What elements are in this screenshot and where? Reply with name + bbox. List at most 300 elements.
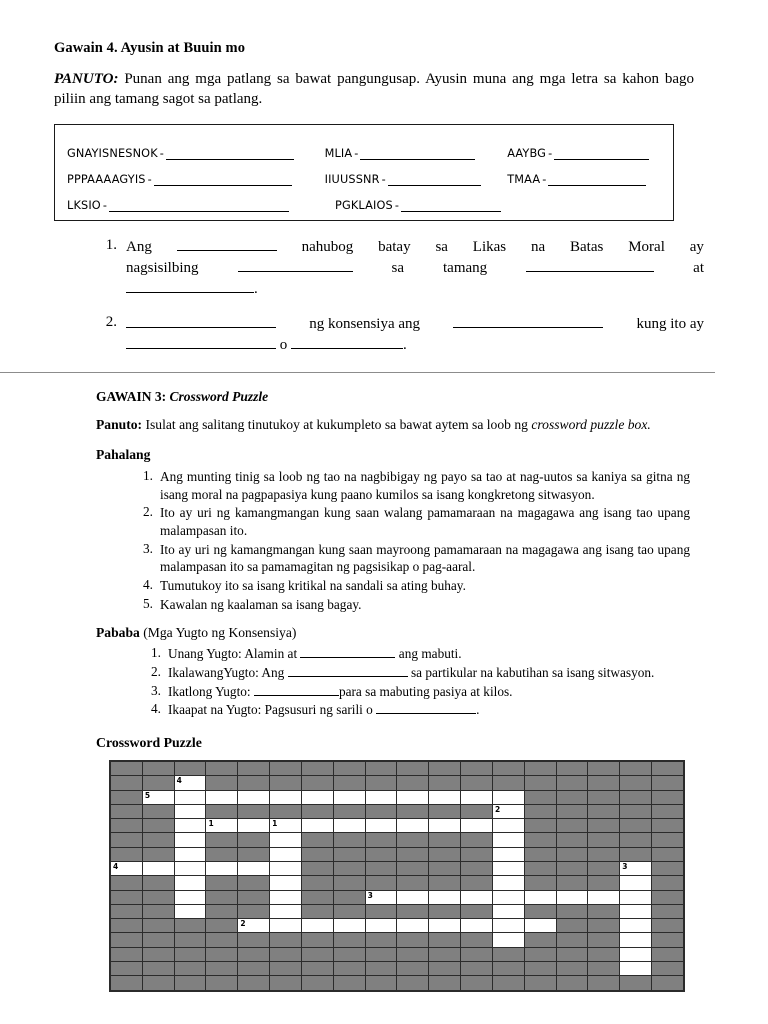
crossword-cell-open[interactable]: [620, 962, 652, 976]
crossword-cell-open[interactable]: [333, 819, 365, 833]
clue-item: [148, 664, 693, 682]
crossword-cell-blocked: [206, 761, 238, 775]
crossword-cell-open[interactable]: [620, 919, 652, 933]
clue-item: [138, 577, 698, 595]
crossword-cell-blocked: [238, 962, 270, 976]
crossword-cell-blocked: [206, 804, 238, 818]
crossword-cell-open[interactable]: [174, 819, 206, 833]
scramble-word: IIUUSSNR: [324, 172, 380, 186]
crossword-cell-blocked: [397, 876, 429, 890]
crossword-cell-number: 5: [144, 790, 151, 800]
crossword-cell-blocked: [524, 933, 556, 947]
crossword-cell-blocked: [333, 761, 365, 775]
scramble-dash: -: [394, 198, 399, 212]
crossword-cell-blocked: [652, 904, 684, 918]
crossword-cell-open[interactable]: [174, 904, 206, 918]
crossword-cell-open[interactable]: [270, 861, 302, 875]
crossword-cell-blocked: [556, 933, 588, 947]
crossword-cell-blocked: [524, 761, 556, 775]
answer-blank[interactable]: [238, 259, 353, 272]
crossword-cell-blocked: [397, 933, 429, 947]
crossword-cell-blocked: [429, 976, 461, 990]
crossword-cell-open[interactable]: [429, 890, 461, 904]
crossword-cell-open[interactable]: [238, 861, 270, 875]
crossword-row: [111, 904, 684, 918]
sentence-word: at: [693, 260, 704, 277]
crossword-cell-blocked: [588, 904, 620, 918]
crossword-cell-blocked: [652, 790, 684, 804]
crossword-cell-open[interactable]: [397, 790, 429, 804]
crossword-cell-blocked: [429, 761, 461, 775]
clue-text: [168, 701, 683, 719]
crossword-cell-blocked: [238, 904, 270, 918]
crossword-cell-blocked: [429, 861, 461, 875]
crossword-cell-open[interactable]: [461, 819, 493, 833]
crossword-cell-open[interactable]: [461, 790, 493, 804]
gawain3-panuto-label: Panuto:: [96, 417, 143, 433]
clue-text-pre: Ikaapat na Yugto: Pagsusuri ng sarili o: [168, 702, 373, 718]
crossword-cell-open[interactable]: [524, 890, 556, 904]
answer-blank[interactable]: [300, 645, 395, 658]
crossword-cell-open[interactable]: [333, 790, 365, 804]
sentence-word: kung ito ay: [636, 315, 704, 332]
crossword-row: [111, 933, 684, 947]
crossword-cell-blocked: [111, 790, 143, 804]
answer-blank[interactable]: [453, 315, 603, 328]
clue-number: 1.: [151, 645, 161, 661]
crossword-cell-blocked: [524, 962, 556, 976]
crossword-cell-blocked: [556, 919, 588, 933]
crossword-cell-blocked: [365, 947, 397, 961]
crossword-cell-blocked: [142, 761, 174, 775]
sentence-word: Batas: [570, 238, 604, 255]
crossword-cell-open[interactable]: [301, 919, 333, 933]
crossword-cell-open[interactable]: [620, 876, 652, 890]
crossword-cell-blocked: [206, 976, 238, 990]
crossword-cell-blocked: [429, 962, 461, 976]
crossword-cell-blocked: [270, 776, 302, 790]
crossword-cell-blocked: [238, 890, 270, 904]
crossword-cell-blocked: [492, 761, 524, 775]
crossword-cell-blocked: [524, 876, 556, 890]
answer-blank[interactable]: [126, 280, 254, 293]
crossword-cell-blocked: [365, 904, 397, 918]
crossword-cell-blocked: [397, 947, 429, 961]
clue-text: Ito ay uri ng kamangmangan kung saan walang pamamaraan na magagawa ang isang tao upang malampasan ito.: [160, 505, 690, 538]
crossword-cell-blocked: [206, 962, 238, 976]
answer-blank[interactable]: [291, 336, 403, 349]
crossword-cell-open[interactable]: [301, 819, 333, 833]
crossword-cell-blocked: [301, 861, 333, 875]
crossword-cell-blocked: [111, 890, 143, 904]
crossword-cell-blocked: [556, 947, 588, 961]
crossword-cell-blocked: [492, 962, 524, 976]
crossword-cell-blocked: [206, 776, 238, 790]
crossword-cell-blocked: [652, 861, 684, 875]
crossword-cell-open[interactable]: [492, 890, 524, 904]
crossword-cell-blocked: [111, 819, 143, 833]
crossword-cell-number: 4: [176, 776, 182, 786]
crossword-cell-open[interactable]: [270, 876, 302, 890]
crossword-cell-blocked: [333, 861, 365, 875]
crossword-row: [111, 976, 684, 990]
sentence-word: Moral: [628, 238, 665, 255]
crossword-cell-open[interactable]: [206, 819, 238, 833]
crossword-cell-open[interactable]: [174, 847, 206, 861]
crossword-cell-open[interactable]: [429, 819, 461, 833]
crossword-cell-number: 3: [367, 890, 373, 900]
crossword-cell-blocked: [556, 761, 588, 775]
sentence-word: ay: [689, 238, 704, 255]
clue-text-post: sa partikular na kabutihan sa isang sitwasyon.: [410, 664, 655, 680]
crossword-cell-blocked: [142, 847, 174, 861]
crossword-cell-open[interactable]: [492, 919, 524, 933]
crossword-cell-open[interactable]: [301, 790, 333, 804]
crossword-cell-blocked: [588, 833, 620, 847]
crossword-cell-open[interactable]: [174, 776, 206, 790]
crossword-cell-blocked: [461, 776, 493, 790]
crossword-cell-blocked: [620, 819, 652, 833]
clue-text: Ang munting tinig sa loob ng tao na nagbibigay ng payo sa tao at nag-uutos sa kaniya sa gitna ng isang moral na pagpapasiya kung paano kumilos sa isang kongkretong sitwasyon.: [160, 468, 690, 502]
crossword-cell-open[interactable]: [174, 833, 206, 847]
crossword-cell-open[interactable]: [270, 790, 302, 804]
crossword-cell-open[interactable]: [333, 919, 365, 933]
sentence-word: Ang: [126, 238, 152, 255]
crossword-cell-open[interactable]: [556, 890, 588, 904]
crossword-cell-open[interactable]: [270, 833, 302, 847]
crossword-cell-blocked: [206, 933, 238, 947]
crossword-cell-open[interactable]: [492, 876, 524, 890]
crossword-cell-blocked: [461, 904, 493, 918]
crossword-cell-blocked: [588, 861, 620, 875]
crossword-cell-open[interactable]: [142, 861, 174, 875]
scramble-dash: -: [147, 172, 152, 186]
crossword-cell-open[interactable]: [492, 933, 524, 947]
crossword-cell-blocked: [301, 876, 333, 890]
crossword-cell-blocked: [397, 847, 429, 861]
crossword-row: [111, 819, 684, 833]
crossword-cell-open[interactable]: [238, 919, 270, 933]
gawain3-panuto-text: Isulat ang salitang tinutukoy at kukumpleto sa bawat aytem sa loob ng: [145, 417, 528, 433]
crossword-cell-open[interactable]: [397, 890, 429, 904]
crossword-cell-open[interactable]: [492, 790, 524, 804]
crossword-cell-open[interactable]: [270, 890, 302, 904]
scramble-word: LKSIO: [67, 198, 101, 212]
crossword-cell-open[interactable]: [270, 904, 302, 918]
crossword-cell-blocked: [301, 890, 333, 904]
section-divider: [0, 372, 715, 373]
clue-number: 3.: [143, 540, 153, 556]
scramble-answer-blank[interactable]: [548, 175, 646, 186]
crossword-cell-open[interactable]: [429, 919, 461, 933]
crossword-cell-blocked: [429, 804, 461, 818]
clue-number: 2.: [151, 663, 161, 679]
crossword-cell-open[interactable]: [270, 919, 302, 933]
crossword-cell-blocked: [111, 876, 143, 890]
crossword-cell-blocked: [461, 962, 493, 976]
crossword-cell-blocked: [174, 947, 206, 961]
clue-number: 3.: [151, 682, 161, 698]
clue-text: Tumutukoy ito sa isang kritikal na sandali sa ating buhay.: [160, 577, 466, 593]
clue-item: [138, 541, 698, 576]
crossword-row: [111, 761, 684, 775]
crossword-cell-open[interactable]: [174, 876, 206, 890]
sentence-body: [126, 314, 704, 357]
clue-text: [168, 683, 683, 701]
crossword-cell-open[interactable]: [174, 790, 206, 804]
crossword-cell-blocked: [397, 962, 429, 976]
crossword-cell-blocked: [556, 790, 588, 804]
crossword-cell-blocked: [397, 861, 429, 875]
crossword-cell-open[interactable]: [588, 890, 620, 904]
scramble-answer-blank[interactable]: [388, 175, 481, 186]
crossword-cell-blocked: [652, 847, 684, 861]
crossword-cell-blocked: [588, 919, 620, 933]
sentence-line: [126, 335, 704, 356]
sentence-word: sa: [435, 238, 448, 255]
clue-text-pre: Ikatlong Yugto:: [168, 683, 251, 699]
crossword-cell-blocked: [301, 833, 333, 847]
crossword-cell-blocked: [206, 847, 238, 861]
crossword-cell-open[interactable]: [206, 861, 238, 875]
crossword-cell-blocked: [429, 776, 461, 790]
crossword-cell-blocked: [524, 819, 556, 833]
crossword-cell-open[interactable]: [620, 890, 652, 904]
crossword-cell-blocked: [111, 933, 143, 947]
crossword-cell-blocked: [301, 947, 333, 961]
clue-text: [168, 664, 683, 682]
crossword-row: [111, 847, 684, 861]
crossword-cell-blocked: [206, 833, 238, 847]
crossword-cell-open[interactable]: [492, 847, 524, 861]
crossword-cell-open[interactable]: [365, 819, 397, 833]
crossword-cell-blocked: [524, 847, 556, 861]
crossword-cell-blocked: [588, 790, 620, 804]
crossword-cell-open[interactable]: [174, 804, 206, 818]
crossword-cell-blocked: [333, 833, 365, 847]
crossword-cell-open[interactable]: [429, 790, 461, 804]
crossword-cell-blocked: [174, 962, 206, 976]
crossword-cell-blocked: [270, 976, 302, 990]
clue-text-post: para sa mabuting pasiya at kilos.: [338, 683, 513, 699]
crossword-cell-blocked: [174, 761, 206, 775]
crossword-cell-blocked: [461, 861, 493, 875]
crossword-cell-blocked: [365, 833, 397, 847]
crossword-cell-open[interactable]: [365, 919, 397, 933]
scramble-answer-blank[interactable]: [154, 175, 292, 186]
clue-item: [148, 701, 693, 719]
sentence-line: [126, 314, 704, 335]
crossword-cell-blocked: [397, 776, 429, 790]
crossword-cell-open[interactable]: [174, 861, 206, 875]
crossword-cell-blocked: [142, 804, 174, 818]
scramble-dash: -: [381, 172, 386, 186]
crossword-cell-blocked: [652, 962, 684, 976]
crossword-cell-blocked: [620, 790, 652, 804]
crossword-cell-blocked: [588, 947, 620, 961]
crossword-cell-blocked: [333, 804, 365, 818]
crossword-cell-blocked: [142, 947, 174, 961]
crossword-cell-blocked: [588, 776, 620, 790]
answer-blank[interactable]: [126, 336, 276, 349]
scramble-row: [67, 160, 661, 186]
crossword-cell-blocked: [397, 833, 429, 847]
scramble-dash: -: [354, 146, 359, 160]
answer-blank[interactable]: [126, 315, 276, 328]
answer-blank[interactable]: [177, 238, 277, 251]
scramble-word: GNAYISNESNOK: [67, 146, 158, 160]
sentence-period: .: [254, 281, 258, 298]
clue-number: 4.: [143, 576, 153, 592]
crossword-cell-open[interactable]: [524, 919, 556, 933]
scramble-item: [67, 173, 325, 186]
crossword-cell-open[interactable]: [620, 933, 652, 947]
crossword-cell-blocked: [301, 933, 333, 947]
crossword-cell-blocked: [206, 904, 238, 918]
clue-text-pre: Unang Yugto: Alamin at: [168, 646, 298, 662]
crossword-cell-open[interactable]: [492, 819, 524, 833]
scramble-answer-blank[interactable]: [554, 149, 649, 160]
crossword-cell-blocked: [333, 976, 365, 990]
answer-blank[interactable]: [526, 259, 654, 272]
crossword-cell-blocked: [142, 819, 174, 833]
crossword-cell-blocked: [620, 776, 652, 790]
crossword-cell-blocked: [652, 804, 684, 818]
sentence-number: 1.: [105, 236, 117, 253]
crossword-cell-blocked: [142, 962, 174, 976]
crossword-cell-blocked: [333, 876, 365, 890]
sentence-word: batay: [378, 238, 411, 255]
crossword-cell-blocked: [333, 947, 365, 961]
crossword-cell-blocked: [365, 847, 397, 861]
crossword-cell-blocked: [270, 804, 302, 818]
crossword-cell-open[interactable]: [270, 847, 302, 861]
crossword-cell-blocked: [620, 833, 652, 847]
crossword-grid-container[interactable]: [109, 760, 685, 992]
clue-number: 5.: [143, 595, 153, 611]
crossword-cell-open[interactable]: [492, 861, 524, 875]
crossword-cell-blocked: [524, 790, 556, 804]
crossword-cell-blocked: [524, 947, 556, 961]
scramble-item: [507, 147, 661, 160]
answer-blank[interactable]: [254, 683, 339, 696]
crossword-cell-open[interactable]: [238, 819, 270, 833]
scramble-answer-blank[interactable]: [109, 201, 289, 212]
crossword-row: [111, 833, 684, 847]
scramble-item: [67, 147, 325, 160]
crossword-cell-open[interactable]: [397, 819, 429, 833]
clue-text-post: ang mabuti.: [398, 646, 462, 662]
crossword-cell-open[interactable]: [492, 904, 524, 918]
clue-item: [148, 645, 693, 663]
crossword-cell-blocked: [461, 761, 493, 775]
crossword-cell-open[interactable]: [174, 890, 206, 904]
crossword-cell-blocked: [206, 919, 238, 933]
crossword-cell-blocked: [111, 919, 143, 933]
clue-text: Kawalan ng kaalaman sa isang bagay.: [160, 596, 362, 612]
crossword-cell-blocked: [588, 804, 620, 818]
crossword-cell-blocked: [238, 976, 270, 990]
scramble-answer-blank[interactable]: [401, 201, 501, 212]
crossword-cell-open[interactable]: [365, 890, 397, 904]
crossword-cell-open[interactable]: [270, 819, 302, 833]
answer-blank[interactable]: [376, 701, 476, 714]
crossword-cell-open[interactable]: [111, 861, 143, 875]
crossword-row: [111, 876, 684, 890]
crossword-cell-blocked: [111, 804, 143, 818]
scramble-dash: -: [542, 172, 547, 186]
sentence-word: na: [530, 238, 546, 255]
crossword-cell-open[interactable]: [620, 947, 652, 961]
crossword-cell-blocked: [206, 947, 238, 961]
clue-item: [138, 504, 698, 539]
crossword-cell-blocked: [588, 933, 620, 947]
crossword-cell-open[interactable]: [620, 904, 652, 918]
crossword-cell-blocked: [556, 847, 588, 861]
crossword-cell-open[interactable]: [397, 919, 429, 933]
sentence-line: [126, 258, 704, 279]
sentence-word: sa: [391, 260, 405, 277]
crossword-cell-blocked: [556, 876, 588, 890]
scramble-item: [507, 173, 661, 186]
crossword-grid[interactable]: [110, 761, 684, 991]
crossword-cell-open[interactable]: [142, 790, 174, 804]
scramble-word: MLIA: [324, 146, 353, 160]
crossword-cell-blocked: [301, 976, 333, 990]
crossword-cell-open[interactable]: [461, 890, 493, 904]
crossword-cell-blocked: [461, 976, 493, 990]
crossword-cell-blocked: [333, 776, 365, 790]
crossword-cell-blocked: [556, 833, 588, 847]
crossword-cell-open[interactable]: [492, 833, 524, 847]
sentence-line: [126, 237, 704, 258]
gawain3-instructions: [96, 416, 696, 434]
crossword-cell-blocked: [174, 933, 206, 947]
crossword-cell-blocked: [111, 904, 143, 918]
crossword-cell-open[interactable]: [492, 804, 524, 818]
down-heading-label: Pababa: [96, 625, 140, 641]
gawain3-section: [96, 389, 716, 719]
crossword-cell-open[interactable]: [620, 861, 652, 875]
crossword-row: [111, 962, 684, 976]
crossword-row: [111, 776, 684, 790]
crossword-cell-open[interactable]: [206, 790, 238, 804]
crossword-cell-blocked: [238, 847, 270, 861]
panuto-label: PANUTO:: [54, 71, 119, 87]
scramble-word: PPPAAAAGYIS: [67, 172, 146, 186]
gawain4-instructions: [54, 70, 694, 110]
scramble-answer-blank[interactable]: [360, 149, 475, 160]
crossword-cell-blocked: [174, 919, 206, 933]
crossword-cell-open[interactable]: [461, 919, 493, 933]
scramble-dash: -: [548, 146, 553, 160]
crossword-cell-blocked: [556, 904, 588, 918]
scramble-answer-blank[interactable]: [166, 149, 294, 160]
sentence-word: o: [279, 337, 288, 354]
crossword-row: [111, 890, 684, 904]
scramble-item: [325, 173, 508, 186]
crossword-cell-blocked: [301, 847, 333, 861]
crossword-cell-open[interactable]: [365, 790, 397, 804]
crossword-cell-blocked: [652, 833, 684, 847]
crossword-cell-blocked: [524, 776, 556, 790]
crossword-cell-blocked: [620, 804, 652, 818]
clue-number: 4.: [151, 701, 161, 717]
answer-blank[interactable]: [288, 664, 408, 677]
crossword-cell-blocked: [301, 904, 333, 918]
crossword-cell-open[interactable]: [238, 790, 270, 804]
crossword-cell-blocked: [142, 919, 174, 933]
